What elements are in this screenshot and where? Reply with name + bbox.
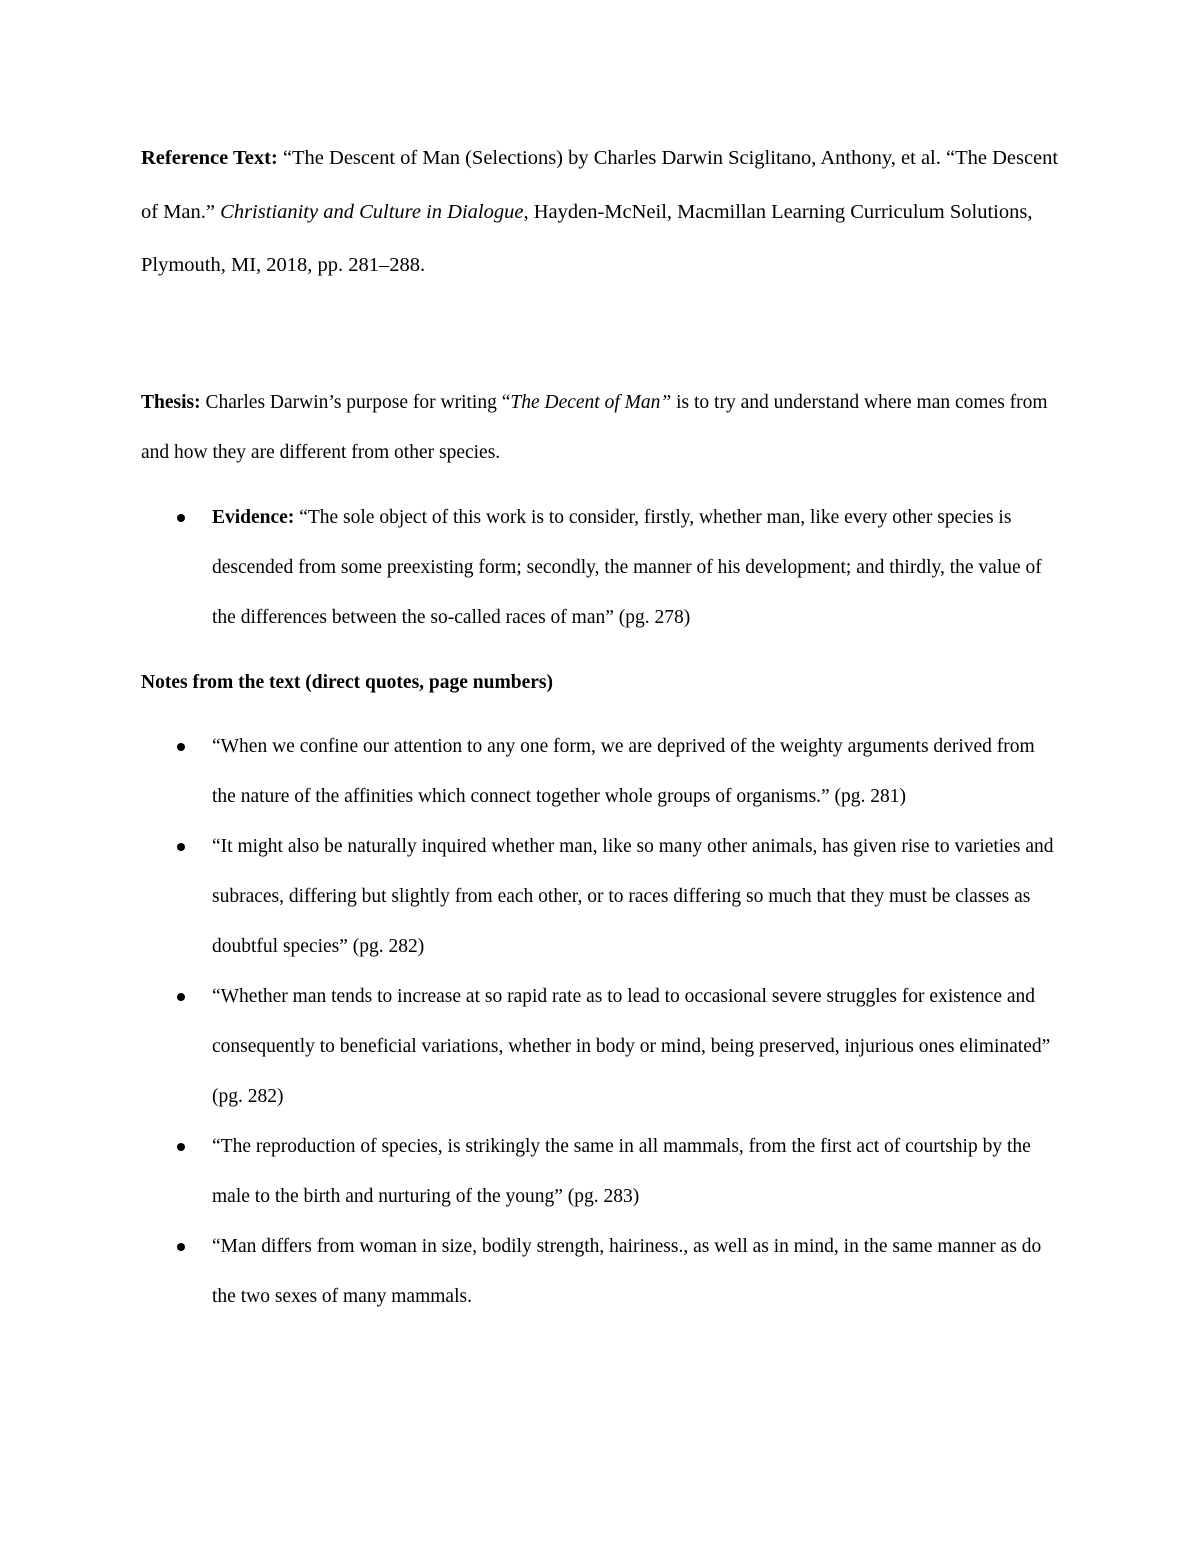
thesis-text-2: is to try and understand where man comes from and how they are different from other species. [141, 392, 1048, 463]
reference-label: Reference Text: [141, 147, 278, 169]
notes-heading: Notes from the text (direct quotes, page numbers) [141, 672, 553, 693]
list-item [141, 972, 1061, 1122]
thesis-label: Thesis: [141, 392, 201, 413]
reference-book-title: Christianity and Culture in Dialogue [220, 200, 524, 223]
evidence-label: Evidence: [212, 507, 295, 528]
evidence-text: “The sole object of this work is to consider, firstly, whether man, like every other species is descended from some preexisting form; secondly, the manner of his development; and thirdly, the value of the differences between the so-called races of man” (pg. 278) [212, 507, 1042, 628]
bullet-icon [177, 1143, 185, 1151]
list-item [141, 1122, 1061, 1222]
note-text: “It might also be naturally inquired whether man, like so many other animals, has given rise to varieties and subraces, differing but slightly from each other, or to races differing so much that they must be classes as doubtful species” (pg. 282) [212, 836, 1054, 957]
bullet-icon [177, 743, 185, 751]
list-item [141, 1222, 1061, 1322]
bullet-icon [177, 1243, 185, 1251]
list-item [141, 722, 1061, 822]
reference-paragraph [141, 132, 1061, 293]
note-text: “When we confine our attention to any one form, we are deprived of the weighty arguments derived from the nature of the affinities which connect together whole groups of organisms.” (pg. 281) [212, 736, 1035, 807]
reference-text-2: , Hayden-McNeil, Macmillan Learning Curriculum Solutions, Plymouth, MI, 2018, pp. 281–288. [141, 200, 1033, 276]
thesis-paragraph [141, 378, 1061, 478]
thesis-work-title: The Decent of Man” [510, 392, 672, 413]
notes-list [141, 722, 1061, 1322]
list-item [141, 822, 1061, 972]
note-text: “The reproduction of species, is strikingly the same in all mammals, from the first act of courtship by the male to the birth and nurturing of the young” (pg. 283) [212, 1136, 1031, 1207]
note-text: “Whether man tends to increase at so rapid rate as to lead to occasional severe struggles for existence and consequently to beneficial variations, whether in body or mind, being preserved, injurious ones eliminated” (pg. 282) [212, 986, 1051, 1107]
note-text: “Man differs from woman in size, bodily strength, hairiness., as well as in mind, in the same manner as do the two sexes of many mammals. [212, 1236, 1042, 1307]
thesis-text-1: Charles Darwin’s purpose for writing “ [200, 392, 511, 413]
reference-text-1: “The Descent of Man (Selections) by Charles Darwin Sciglitano, Anthony, et al. “The Descent of Man.” [141, 147, 1059, 223]
bullet-icon [177, 993, 185, 1001]
bullet-icon [177, 843, 185, 851]
evidence-list [141, 493, 1061, 643]
list-item [141, 493, 1061, 643]
bullet-icon [177, 514, 185, 522]
